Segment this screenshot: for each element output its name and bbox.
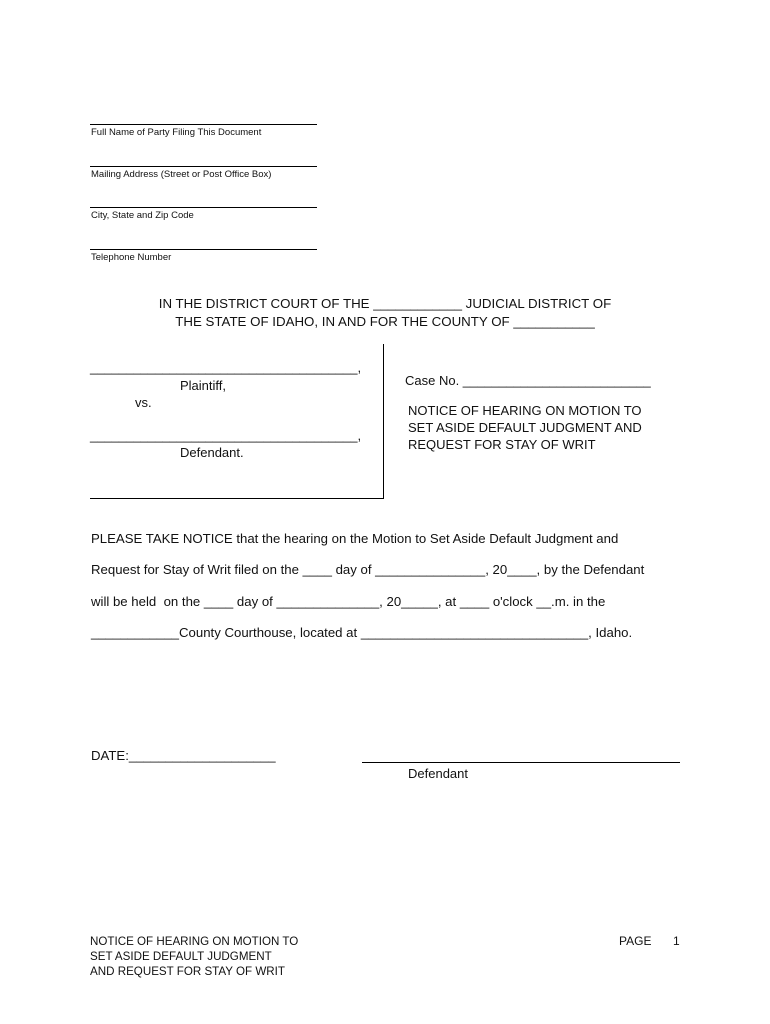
case-number-field[interactable]: Case No. __________________________ (405, 373, 651, 388)
defendant-label: Defendant. (180, 445, 244, 460)
notice-line2[interactable]: Request for Stay of Writ filed on the ____ day of _______________, 20____, by the Defendant (91, 562, 645, 577)
footer-title-line3: AND REQUEST FOR STAY OF WRIT (90, 965, 285, 978)
plaintiff-label: Plaintiff, (180, 378, 227, 393)
document-title-line3: REQUEST FOR STAY OF WRIT (408, 437, 596, 452)
telephone-label: Telephone Number (91, 252, 172, 263)
document-title-line1: NOTICE OF HEARING ON MOTION TO (408, 403, 642, 418)
date-field[interactable]: DATE:____________________ (91, 748, 276, 763)
notice-line1: PLEASE TAKE NOTICE that the hearing on the Motion to Set Aside Default Judgment and (91, 531, 619, 546)
document-title-line2: SET ASIDE DEFAULT JUDGMENT AND (408, 420, 642, 435)
versus-label: vs. (135, 395, 152, 410)
notice-line4[interactable]: ____________County Courthouse, located at _______________________________, Idaho. (91, 625, 633, 640)
court-header-line2: THE STATE OF IDAHO, IN AND FOR THE COUNTY OF ___________ (175, 314, 595, 329)
caption-vertical-divider (383, 344, 384, 499)
page-number: 1 (673, 934, 680, 948)
defendant-name-blank[interactable]: _____________________________________, (90, 428, 362, 443)
mailing-address-line[interactable] (90, 166, 317, 167)
footer-title-line1: NOTICE OF HEARING ON MOTION TO (90, 935, 299, 948)
footer-title (90, 934, 298, 979)
plaintiff-name-blank[interactable]: _____________________________________, (90, 360, 362, 375)
defendant-signature-line[interactable] (362, 762, 680, 763)
defendant-signature-label: Defendant (408, 766, 468, 781)
city-state-zip-label: City, State and Zip Code (91, 210, 194, 221)
mailing-address-label: Mailing Address (Street or Post Office Box) (91, 169, 272, 180)
full-name-label: Full Name of Party Filing This Document (91, 127, 262, 138)
page-label: PAGE (619, 934, 652, 948)
full-name-line[interactable] (90, 124, 317, 125)
caption-bottom-rule (90, 498, 384, 499)
city-state-zip-line[interactable] (90, 207, 317, 208)
footer-title-line2: SET ASIDE DEFAULT JUDGMENT (90, 950, 272, 963)
telephone-line[interactable] (90, 249, 317, 250)
notice-line3[interactable]: will be held on the ____ day of ______________, 20_____, at ____ o'clock __.m. in the (91, 594, 606, 609)
court-header-line1: IN THE DISTRICT COURT OF THE ____________ JUDICIAL DISTRICT OF (158, 296, 612, 311)
